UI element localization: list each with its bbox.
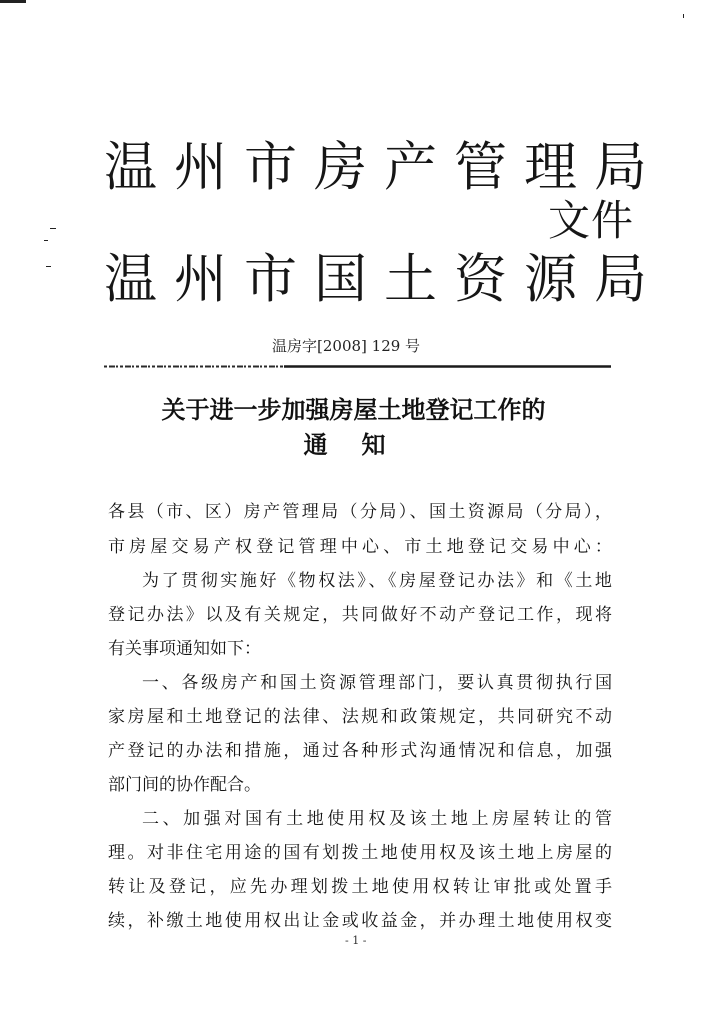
- body-line: 续，补缴土地使用权出让金或收益金，并办理土地使用权变: [108, 911, 615, 931]
- issuer-land-bureau: 温州市国土资源局: [104, 249, 664, 310]
- scan-artifact-left-1: [50, 228, 56, 229]
- document-word: 文件: [548, 196, 635, 245]
- document-number: 温房字[2008] 129 号: [272, 337, 421, 355]
- body-line: 部门间的协作配合。: [108, 775, 261, 795]
- body-line: 登记办法》以及有关规定，共同做好不动产登记工作，现将: [108, 605, 615, 625]
- body-line: 二、加强对国有土地使用权及该土地上房屋转让的管: [142, 809, 616, 829]
- scan-artifact-right-edge: [683, 14, 684, 18]
- body-line: 各县（市、区）房产管理局（分局）、国土资源局（分局），: [108, 502, 615, 522]
- body-line: 家房屋和土地登记的法律、法规和政策规定，共同研究不动: [108, 707, 615, 727]
- issuer-housing-bureau: 温州市房产管理局: [104, 137, 664, 198]
- body-line: 市房屋交易产权登记管理中心、市土地登记交易中心：: [108, 537, 617, 557]
- body-line: 有关事项通知如下：: [108, 639, 261, 659]
- body-line: 为了贯彻实施好《物权法》、《房屋登记办法》和《土地: [142, 571, 615, 591]
- body-line: 产登记的办法和措施，通过各种形式沟通情况和信息，加强: [108, 741, 615, 761]
- header-divider: [104, 365, 611, 368]
- notice-title: 关于进一步加强房屋土地登记工作的: [161, 396, 546, 424]
- body-line: 一、各级房产和国土资源管理部门，要认真贯彻执行国: [142, 673, 615, 693]
- page-number: - 1 -: [345, 934, 367, 947]
- notice-subtitle: 通知: [303, 431, 420, 459]
- scan-artifact-left-3: [46, 266, 51, 267]
- scan-artifact-top-left: [0, 0, 26, 3]
- body-line: 转让及登记，应先办理划拨土地使用权转让审批或处置手: [108, 877, 616, 897]
- scan-artifact-left-2: [44, 240, 48, 241]
- body-line: 理。对非住宅用途的国有划拨土地使用权及该土地上房屋的: [108, 843, 615, 863]
